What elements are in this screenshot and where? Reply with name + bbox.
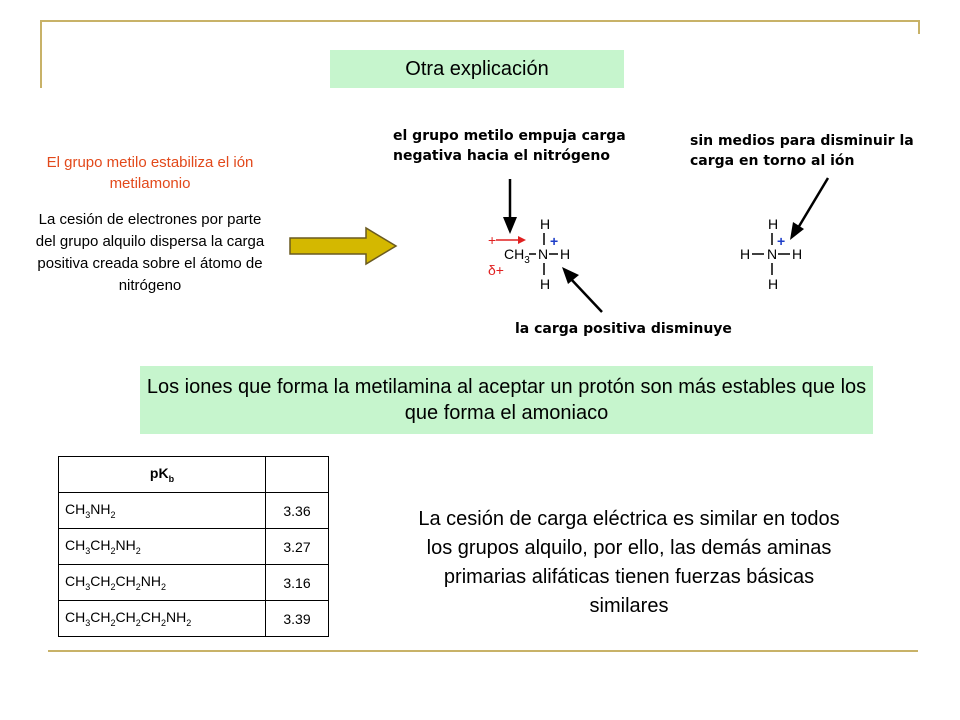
formula-part: CH xyxy=(115,573,136,590)
formula-cell xyxy=(59,493,266,529)
delta-plus: δ+ xyxy=(488,262,504,278)
formula-subscript: 3 xyxy=(85,545,91,556)
formula-part: CH xyxy=(90,573,111,590)
formula-part: NH xyxy=(140,573,161,590)
label-charge-around-ion: carga en torno al ión xyxy=(690,153,855,169)
left-heading: El grupo metilo estabiliza el ión metilamonio xyxy=(46,154,254,192)
header-pkb: $pK_b$ xyxy=(59,457,266,493)
conclusion-text: La cesión de carga eléctrica es similar en todos los grupos alquilo, por ello, las demás aminas primarias alifáticas tienen fuerzas básicas similares xyxy=(418,508,840,617)
svg-text:H: H xyxy=(792,246,803,262)
label-methyl-pushes: el grupo metilo empuja carga xyxy=(393,128,626,144)
formula-part: CH xyxy=(65,537,86,554)
svg-text:N: N xyxy=(767,246,778,262)
methyl-group: $CH_3$ xyxy=(504,246,530,266)
formula-part: CH xyxy=(115,609,136,626)
formula-cell xyxy=(59,601,266,637)
formula-part: CH xyxy=(140,609,161,626)
left-body: La cesión de electrones por parte del grupo alquilo dispersa la carga positiva creada sobre el átomo de nitrógeno xyxy=(35,211,265,294)
formula-subscript: 2 xyxy=(110,617,116,628)
frame-top-line xyxy=(40,20,920,22)
svg-text:H: H xyxy=(768,216,779,232)
header-value xyxy=(266,457,329,493)
formula-subscript: 3 xyxy=(85,509,91,520)
table-row xyxy=(59,529,329,565)
svg-text:H: H xyxy=(540,276,551,292)
label-positive-charge-decreases: la carga positiva disminuye xyxy=(515,321,732,337)
formula-subscript: 2 xyxy=(135,545,141,556)
formula-part: NH xyxy=(166,609,187,626)
svg-text:H: H xyxy=(768,276,779,292)
formula-part: CH xyxy=(65,609,86,626)
formula-subscript: 3 xyxy=(85,581,91,592)
formula-part: CH xyxy=(65,573,86,590)
svg-text:+: + xyxy=(777,233,786,249)
formula-subscript: 2 xyxy=(110,545,116,556)
formula-subscript: 2 xyxy=(135,581,141,592)
formula-part: NH xyxy=(115,537,136,554)
formula-cell xyxy=(59,565,266,601)
table-row xyxy=(59,565,329,601)
table-row xyxy=(59,601,329,637)
value-cell: 3.27 xyxy=(266,529,329,565)
frame-left-line xyxy=(40,20,42,88)
svg-text:H: H xyxy=(540,216,551,232)
formula-subscript: 2 xyxy=(110,581,116,592)
methylammonium-diagram xyxy=(380,112,940,344)
highlight-statement: Los iones que forma la metilamina al aceptar un protón son más estables que los que forma el amoniaco xyxy=(140,366,873,434)
pkb-table xyxy=(58,456,329,637)
slide-title: Otra explicación xyxy=(330,50,624,88)
formula-part: NH xyxy=(90,501,111,518)
formula-cell xyxy=(59,529,266,565)
svg-text:+: + xyxy=(488,232,497,248)
svg-text:H: H xyxy=(560,246,571,262)
formula-subscript: 2 xyxy=(160,617,166,628)
svg-text:N: N xyxy=(538,246,549,262)
label-no-means: sin medios para disminuir la xyxy=(690,133,914,149)
formula-subscript: 2 xyxy=(110,509,116,520)
table-header-row xyxy=(59,457,329,493)
table-row xyxy=(59,493,329,529)
frame-bottom-line xyxy=(48,650,918,652)
svg-text:H: H xyxy=(740,246,751,262)
formula-part: CH xyxy=(90,609,111,626)
value-cell: 3.16 xyxy=(266,565,329,601)
formula-subscript: 2 xyxy=(186,617,192,628)
formula-subscript: 3 xyxy=(85,617,91,628)
value-cell: 3.36 xyxy=(266,493,329,529)
formula-subscript: 2 xyxy=(135,617,141,628)
svg-text:+: + xyxy=(550,233,559,249)
frame-right-line xyxy=(918,20,920,34)
formula-subscript: 2 xyxy=(160,581,166,592)
formula-part: CH xyxy=(65,501,86,518)
label-toward-nitrogen: negativa hacia el nitrógeno xyxy=(393,148,610,164)
formula-part: CH xyxy=(90,537,111,554)
value-cell: 3.39 xyxy=(266,601,329,637)
